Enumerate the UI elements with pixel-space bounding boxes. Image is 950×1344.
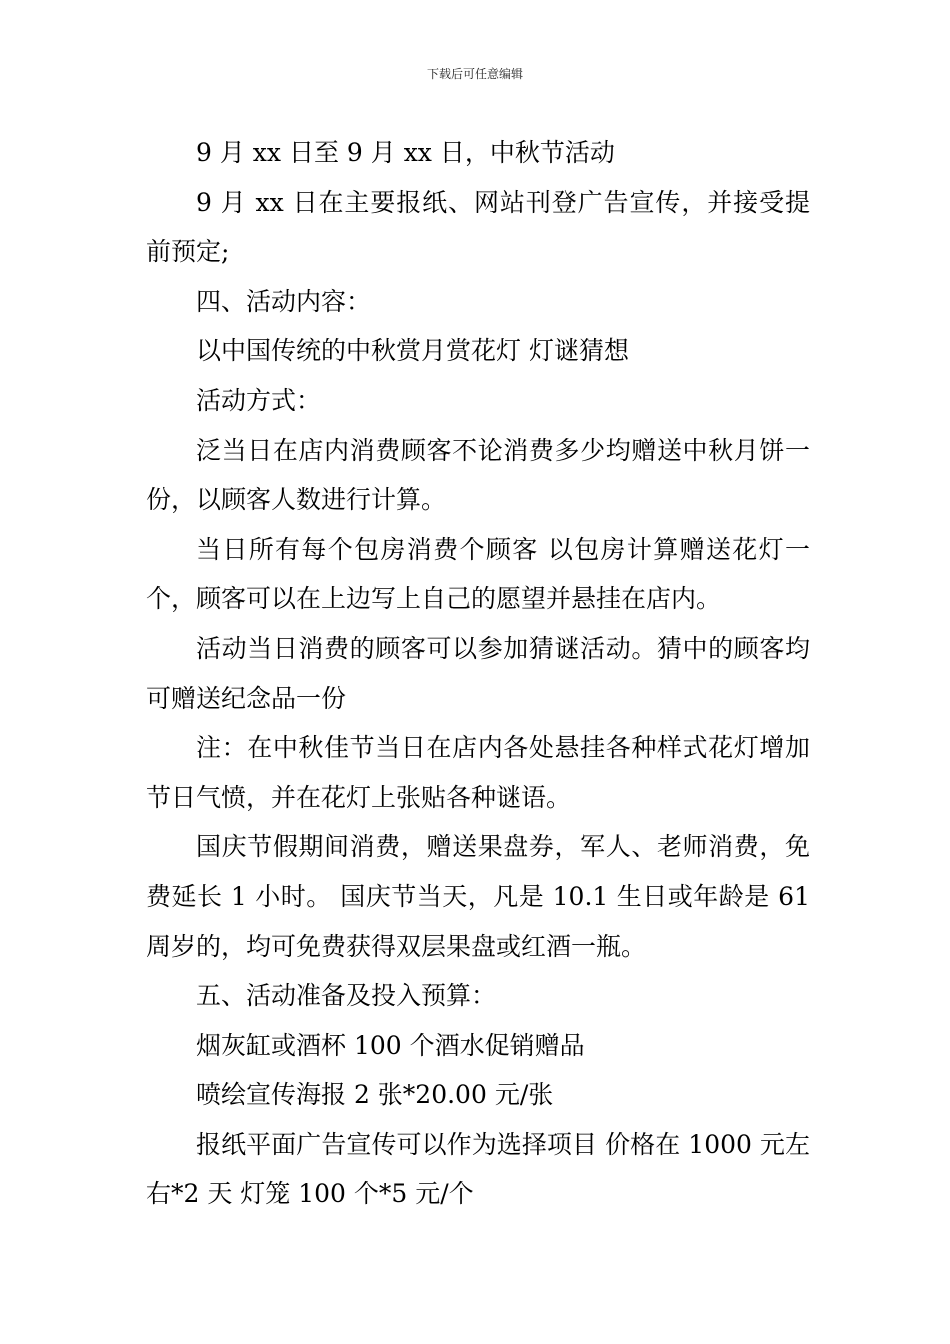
- paragraph-note: 注：在中秋佳节当日在店内各处悬挂各种样式花灯增加节日气愤，并在花灯上张贴各种谜语。: [146, 733, 810, 812]
- budget-item-poster: 喷绘宣传海报 2 张*20.00 元/张: [196, 1080, 554, 1110]
- paragraph-schedule: 9 月 xx 日至 9 月 xx 日，中秋节活动: [196, 138, 615, 167]
- paragraph-riddle: 活动当日消费的顾客可以参加猜谜活动。猜中的顾客均可赠送纪念品一份: [146, 633, 810, 713]
- page-header: 下载后可任意编辑: [426, 67, 523, 81]
- paragraph-lantern: 当日所有每个包房消费个顾客 以包房计算赠送花灯一个，顾客可以在上边写上自己的愿望并悬挂在店内。: [146, 534, 810, 614]
- section-heading-content: 四、活动内容：: [196, 286, 372, 316]
- paragraph-mooncake: 泛当日在店内消费顾客不论消费多少均赠送中秋月饼一份，以顾客人数进行计算。: [146, 435, 810, 515]
- paragraph-advertising: 9 月 xx 日在主要报纸、网站刊登广告宣传，并接受提前预定;: [146, 187, 810, 267]
- document-body: [146, 128, 810, 1219]
- section-heading-budget: 五、活动准备及投入预算：: [196, 981, 497, 1011]
- subheading-method: 活动方式：: [196, 385, 322, 415]
- paragraph-national-day: 国庆节假期间消费，赠送果盘券，军人、老师消费，免费延长 1 小时。 国庆节当天，凡是 10.1 生日或年龄是 61 周岁的，均可免费获得双层果盘或红酒一瓶。: [146, 832, 810, 961]
- paragraph-theme: 以中国传统的中秋赏月赏花灯 灯谜猜想: [196, 336, 629, 366]
- budget-item-newspaper: 报纸平面广告宣传可以作为选择项目 价格在 1000 元左右*2 天 灯笼 100 个*5 元/个: [146, 1129, 810, 1209]
- budget-item-ashtray: 烟灰缸或酒杯 100 个酒水促销赠品: [196, 1030, 585, 1060]
